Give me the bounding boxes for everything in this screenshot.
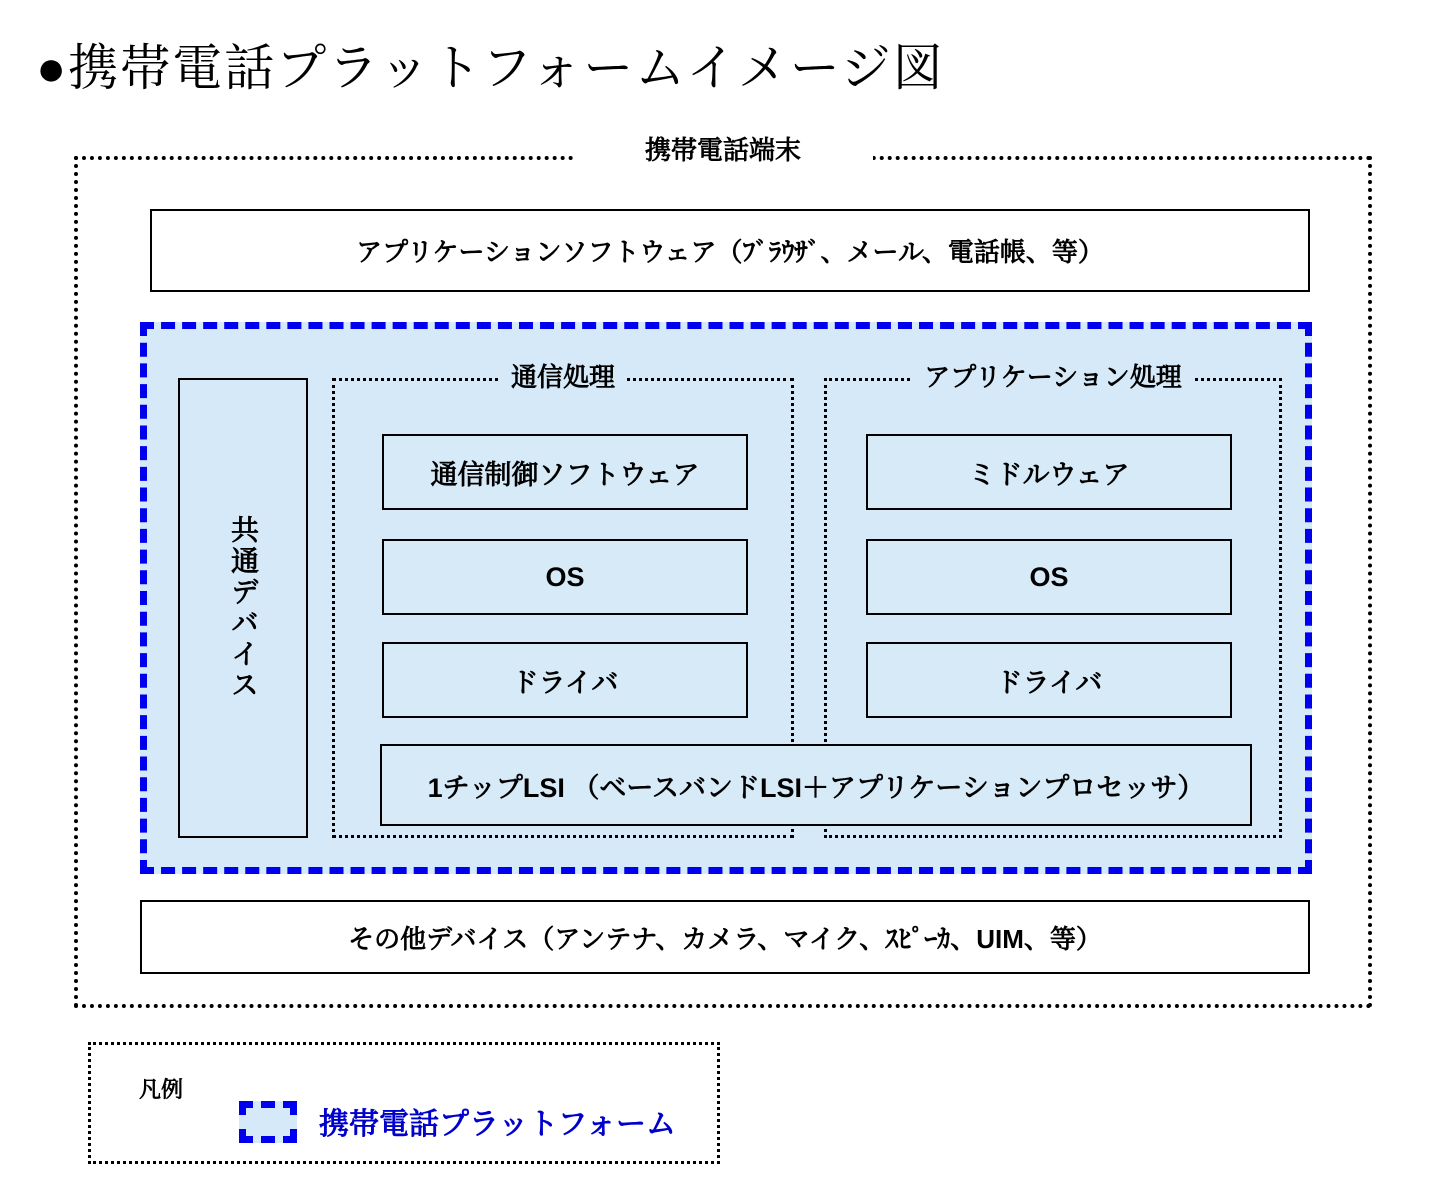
app-driver-box: ドライバ [866,642,1232,718]
legend-box [88,1042,720,1164]
other-devices-box: その他デバイス（アンテナ、カメラ、マイク、ｽﾋﾟｰｶ、UIM、等） [140,900,1310,974]
application-processing-label: アプリケーション処理 [912,360,1193,394]
app-os-box: OS [866,539,1232,615]
page-title: ●携帯電話プラットフォームイメージ図 [36,40,945,96]
app-middleware-box: ミドルウェア [866,434,1232,510]
comm-software-box: 通信制御ソフトウェア [382,434,748,510]
common-device-box [178,378,308,838]
common-device-label: 共通デバイス [228,515,259,701]
comm-os-box: OS [382,539,748,615]
application-software-box: アプリケーションソフトウェア（ﾌﾞﾗｳｻﾞ、メール、電話帳、等） [150,209,1310,292]
legend-swatch-icon [239,1101,297,1143]
comm-driver-box: ドライバ [382,642,748,718]
legend-title: 凡例 [139,1077,184,1102]
legend-entry-label: 携帯電話プラットフォーム [319,1108,676,1141]
handset-label: 携帯電話端末 [573,132,873,168]
communication-processing-label: 通信処理 [499,360,627,394]
one-chip-lsi-box: 1チップLSI （ベースバンドLSI＋アプリケーションプロセッサ） [380,744,1252,826]
